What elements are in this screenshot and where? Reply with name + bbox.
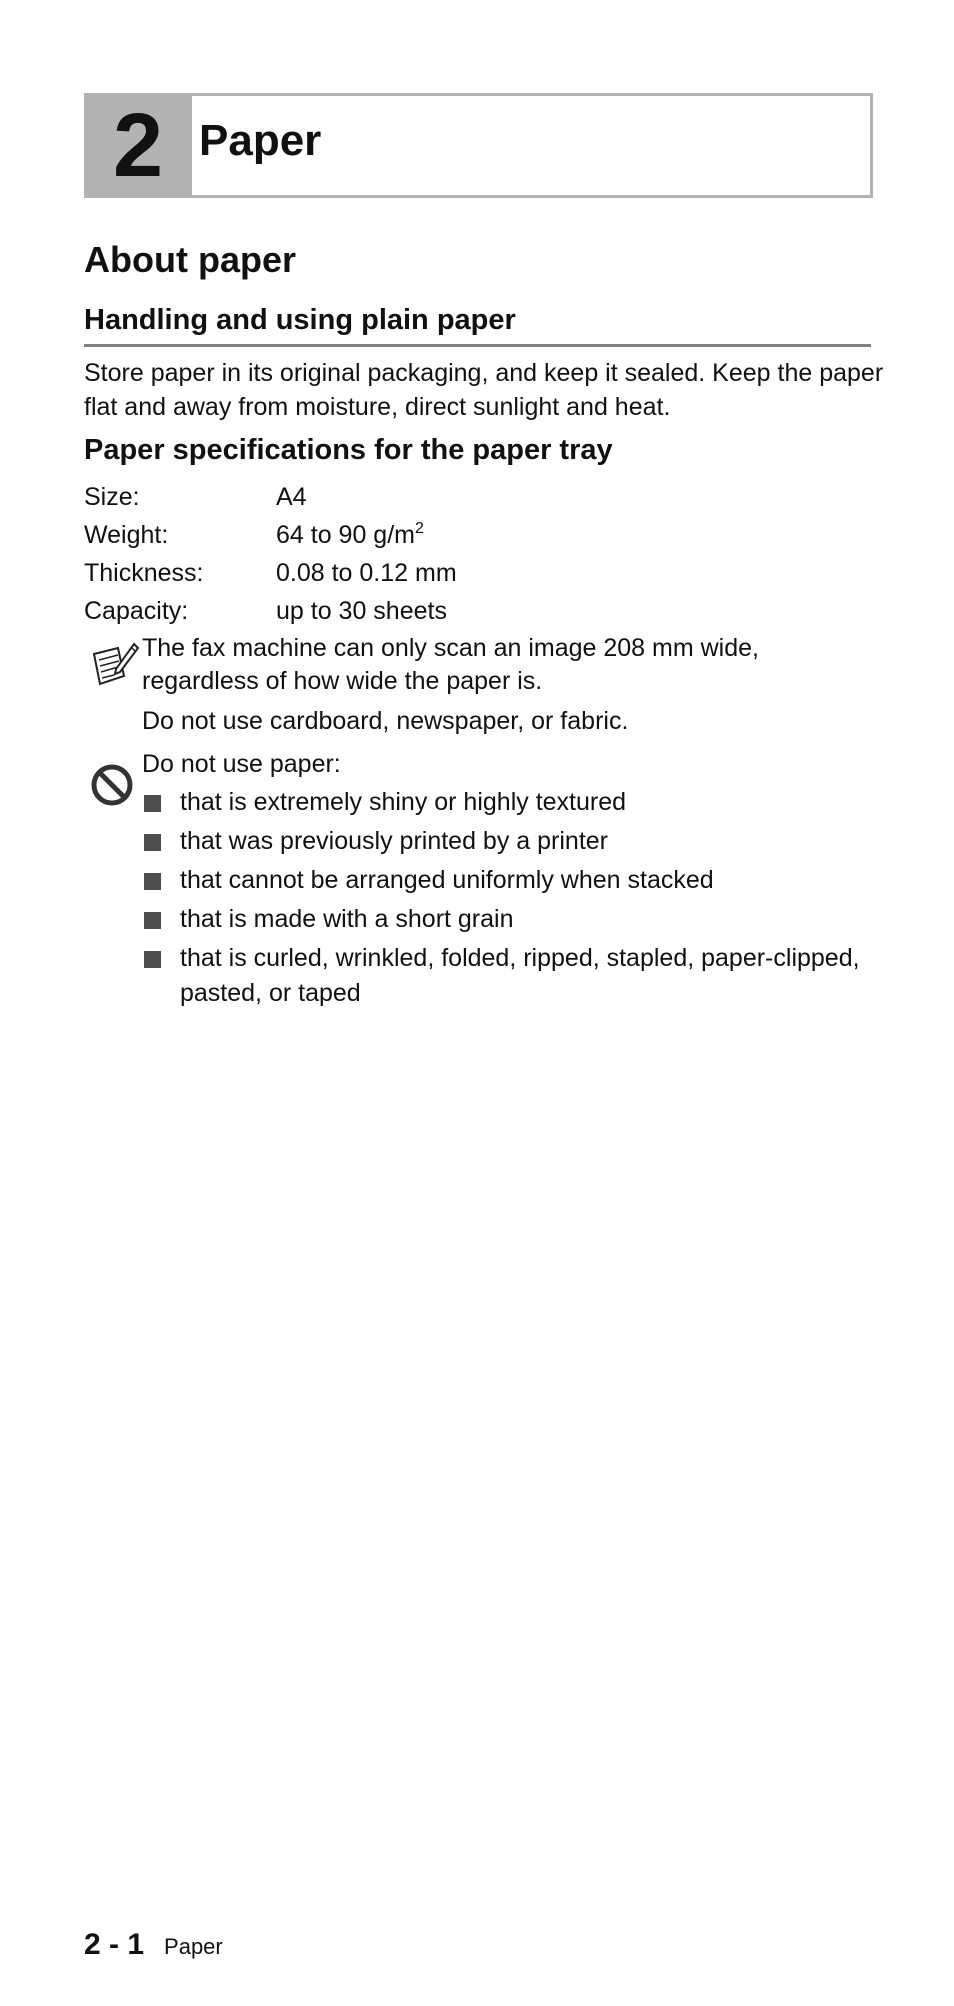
chapter-number-box — [84, 93, 192, 198]
chapter-header — [84, 93, 873, 198]
list-item-text: that is extremely shiny or highly textured — [180, 788, 627, 816]
section-heading: About paper — [84, 239, 296, 280]
square-bullet-icon — [144, 951, 161, 968]
chapter-title: Paper — [199, 116, 322, 165]
spec-value: 0.08 to 0.12 mm — [276, 558, 457, 587]
list-item-text: that is made with a short grain — [180, 905, 514, 933]
specs-heading: Paper specifications for the paper tray — [84, 434, 613, 466]
square-bullet-icon — [144, 912, 161, 929]
warning-intro: Do not use paper: — [142, 750, 341, 778]
spec-label: Capacity: — [84, 596, 189, 625]
spec-value-superscript: 2 — [414, 520, 424, 537]
note-line: The fax machine can only scan an image 208 mm wide, regardless of how wide the paper is. — [142, 634, 759, 695]
subsection-heading: Handling and using plain paper — [84, 303, 871, 347]
note-line: Do not use cardboard, newspaper, or fabric. — [142, 707, 629, 735]
list-item — [142, 863, 872, 898]
list-item-text: that was previously printed by a printer — [180, 827, 608, 855]
square-bullet-icon — [144, 873, 161, 890]
note-text — [142, 632, 872, 745]
spec-value: up to 30 sheets — [276, 596, 447, 625]
chapter-number: 2 — [112, 95, 164, 196]
spec-label: Size: — [84, 482, 140, 511]
spec-label: Weight: — [84, 520, 169, 549]
list-item — [142, 824, 872, 859]
specs-table — [84, 478, 457, 630]
spec-label: Thickness: — [84, 558, 204, 587]
handling-paragraph: Store paper in its original packaging, and keep it sealed. Keep the paper flat and away from moisture, direct sunlight and heat. — [84, 359, 884, 421]
spec-row-thickness — [84, 554, 457, 592]
page-number: 2 - 1 — [84, 1928, 145, 1961]
square-bullet-icon — [144, 795, 161, 812]
list-item — [142, 785, 872, 820]
prohibited-icon — [90, 763, 134, 807]
spec-row-weight — [84, 516, 457, 554]
list-item — [142, 941, 872, 1011]
square-bullet-icon — [144, 834, 161, 851]
spec-row-capacity — [84, 592, 457, 630]
spec-value-text: 64 to 90 g/m — [276, 521, 415, 549]
list-item-text: that cannot be arranged uniformly when stacked — [180, 866, 714, 894]
warning-list — [142, 785, 872, 1011]
warning-block — [142, 748, 872, 1015]
list-item — [142, 902, 872, 937]
page-footer — [84, 1928, 223, 1962]
list-item-text: that is curled, wrinkled, folded, ripped, stapled, paper-clipped, pasted, or taped — [180, 944, 860, 1007]
note-pencil-icon — [88, 640, 140, 692]
footer-chapter-title: Paper — [164, 1934, 223, 1959]
spec-value-weight — [276, 520, 424, 550]
spec-value: A4 — [276, 482, 307, 511]
spec-row-size — [84, 478, 457, 516]
